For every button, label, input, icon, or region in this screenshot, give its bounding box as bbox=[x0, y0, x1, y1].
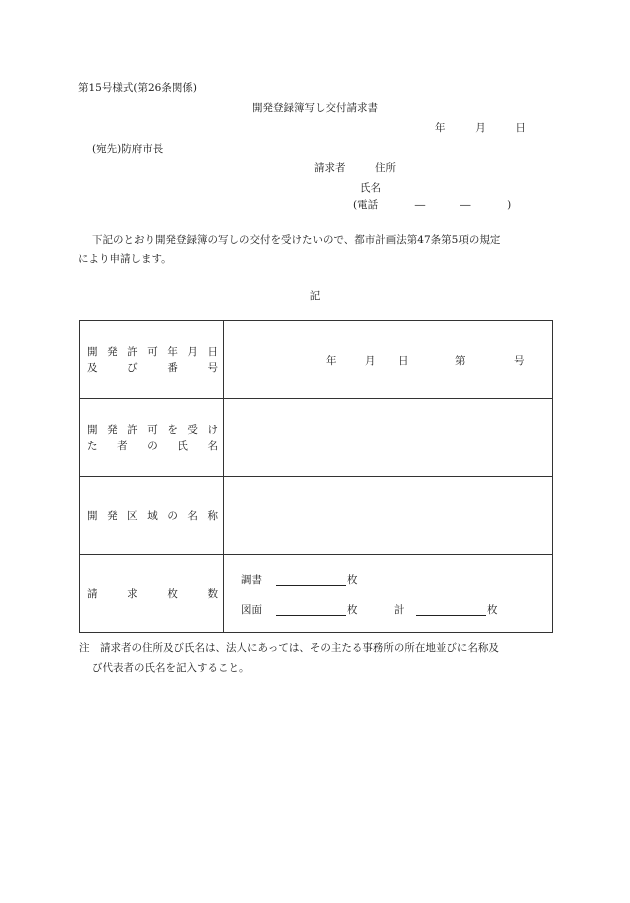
request-table bbox=[79, 320, 553, 633]
char: の bbox=[147, 439, 158, 452]
permit-month: 月 bbox=[365, 355, 376, 367]
char: 年 bbox=[167, 345, 178, 358]
chosho-count-field[interactable] bbox=[276, 585, 346, 586]
note-line-2: び代表者の氏名を記入すること。 bbox=[92, 662, 250, 674]
label-copy-count bbox=[80, 555, 224, 633]
char: 番 bbox=[167, 361, 178, 374]
requester-phone bbox=[353, 197, 511, 212]
char: 開 bbox=[87, 509, 98, 522]
requester-name-label: 氏名 bbox=[360, 182, 381, 194]
char: 域 bbox=[147, 509, 158, 522]
phone-close: ) bbox=[507, 199, 512, 211]
char: 枚 bbox=[167, 587, 178, 600]
zumen-count-field[interactable] bbox=[276, 615, 346, 616]
char: 可 bbox=[147, 423, 158, 436]
label-permittee-line2 bbox=[87, 438, 218, 454]
chosho-label: 調書 bbox=[241, 574, 262, 586]
permit-dai: 第 bbox=[455, 355, 466, 367]
date-line bbox=[435, 120, 526, 135]
char: 受 bbox=[187, 423, 198, 436]
date-month: 月 bbox=[475, 122, 486, 134]
requester-label: 請求者 bbox=[314, 162, 346, 174]
permit-go: 号 bbox=[514, 355, 525, 367]
permit-day: 日 bbox=[398, 355, 409, 367]
row-permit-date bbox=[80, 321, 553, 399]
label-permit-date-line1 bbox=[87, 344, 218, 360]
label-permit-date-line2 bbox=[87, 360, 218, 376]
total-count-field[interactable] bbox=[416, 615, 486, 616]
char: 可 bbox=[147, 345, 158, 358]
char: 発 bbox=[107, 423, 118, 436]
addressee: (宛先)防府市長 bbox=[92, 143, 164, 155]
chosho-mai: 枚 bbox=[347, 574, 358, 586]
char: 開 bbox=[87, 345, 98, 358]
char: 日 bbox=[207, 345, 218, 358]
body-line-2: により申請します。 bbox=[78, 253, 172, 265]
char: 許 bbox=[127, 345, 138, 358]
value-copy-count bbox=[224, 555, 553, 633]
label-permittee-line1 bbox=[87, 422, 218, 438]
date-year: 年 bbox=[435, 122, 446, 134]
label-permittee bbox=[80, 399, 224, 477]
document-title: 開発登録簿写し交付請求書 bbox=[252, 102, 378, 114]
char: 及 bbox=[87, 361, 98, 374]
permit-year: 年 bbox=[326, 355, 337, 367]
char: 氏 bbox=[177, 439, 188, 452]
label-permit-date bbox=[80, 321, 224, 399]
kei-label: 計 bbox=[394, 604, 405, 616]
char: 数 bbox=[207, 587, 218, 600]
zumen-mai: 枚 bbox=[347, 604, 358, 616]
label-copy-count-line1 bbox=[87, 586, 218, 602]
note-line-1: 注 請求者の住所及び氏名は、法人にあっては、その主たる事務所の所在地並びに名称及 bbox=[79, 642, 499, 654]
label-area-name bbox=[80, 477, 224, 555]
char: の bbox=[167, 509, 178, 522]
char: 請 bbox=[87, 587, 98, 600]
char: 求 bbox=[127, 587, 138, 600]
char: け bbox=[207, 423, 218, 436]
char: 名 bbox=[207, 439, 218, 452]
value-permit-date[interactable] bbox=[224, 321, 553, 399]
row-permittee bbox=[80, 399, 553, 477]
char: 開 bbox=[87, 423, 98, 436]
row-area-name bbox=[80, 477, 553, 555]
char: 発 bbox=[107, 345, 118, 358]
char: た bbox=[87, 439, 98, 452]
char: 月 bbox=[187, 345, 198, 358]
row-copy-count bbox=[80, 555, 553, 633]
body-line-1: 下記のとおり開発登録簿の写しの交付を受けたいので、都市計画法第47条第5項の規定 bbox=[92, 234, 501, 246]
char: 名 bbox=[187, 509, 198, 522]
zumen-label: 図面 bbox=[241, 604, 262, 616]
total-mai: 枚 bbox=[487, 604, 498, 616]
char: 者 bbox=[117, 439, 128, 452]
char: 発 bbox=[107, 509, 118, 522]
requester-address-label: 住所 bbox=[375, 162, 396, 174]
char: 称 bbox=[207, 509, 218, 522]
form-number: 第15号様式(第26条関係) bbox=[78, 82, 197, 94]
phone-dash-1: ― bbox=[414, 199, 426, 211]
value-permittee[interactable] bbox=[224, 399, 553, 477]
char: 区 bbox=[127, 509, 138, 522]
label-area-name-line1 bbox=[87, 508, 218, 524]
value-area-name[interactable] bbox=[224, 477, 553, 555]
char: を bbox=[167, 423, 178, 436]
char: 号 bbox=[207, 361, 218, 374]
date-day: 日 bbox=[515, 122, 526, 134]
char: び bbox=[127, 361, 138, 374]
char: 許 bbox=[127, 423, 138, 436]
ki-heading: 記 bbox=[309, 290, 321, 302]
phone-dash-2: ― bbox=[459, 199, 471, 211]
phone-open: (電話 bbox=[353, 199, 379, 211]
